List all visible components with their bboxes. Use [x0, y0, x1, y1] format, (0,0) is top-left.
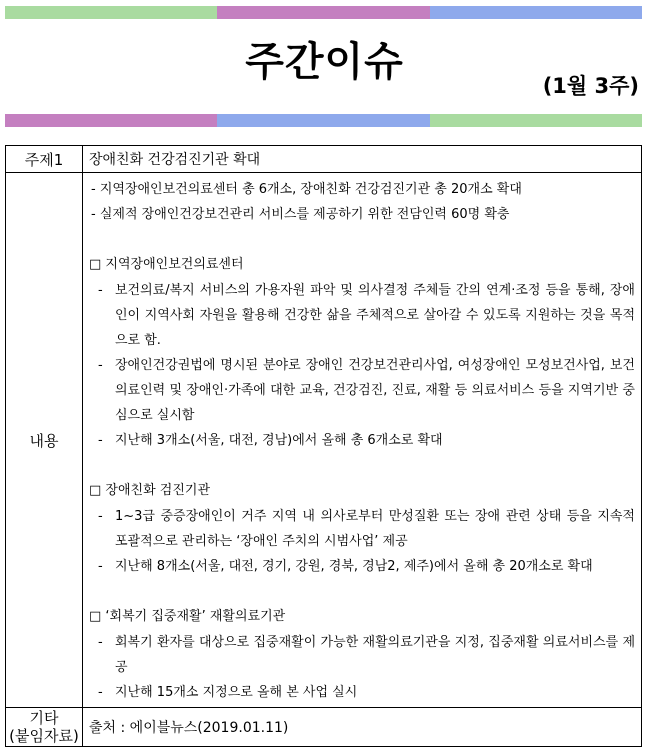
list-item [89, 504, 635, 554]
etc-row [6, 708, 642, 747]
summary-line: - 지역장애인보건의료센터 총 6개소, 장애친화 건강검진기관 총 20개소 확대 [91, 182, 522, 197]
content-body [83, 173, 642, 708]
week-label: (1월 3주) [542, 74, 639, 98]
etc-label-line: 기타 [29, 709, 59, 727]
dash-marker: - [98, 433, 103, 448]
section-heading: □ 장애친화 검진기관 [89, 483, 211, 498]
spacer [89, 579, 635, 604]
etc-label-line: (붙임자료) [9, 727, 79, 745]
dash-marker: - [98, 635, 103, 650]
list-item [89, 353, 635, 428]
bar-segment-green [5, 6, 217, 19]
list-item-text: 지난해 3개소(서울, 대전, 경남)에서 올해 총 6개소로 확대 [115, 433, 443, 448]
list-item [89, 630, 635, 680]
issue-table [5, 145, 642, 747]
bar-segment-purple [217, 6, 429, 19]
etc-value: 출처 : 에이블뉴스(2019.01.11) [83, 708, 642, 747]
list-item [89, 428, 635, 453]
list-item-text: 장애인건강권법에 명시된 분야로 장애인 건강보건관리사업, 여성장애인 모성보건사업, 보건의료인력 및 장애인·가족에 대한 교육, 건강검진, 진료, 재활 등 의료서비스 등을 지역기반 중심으로 실시함 [115, 358, 635, 423]
top-color-bar [5, 6, 642, 19]
list-item-text: 보건의료/복지 서비스의 가용자원 파악 및 의사결정 주체들 간의 연계·조정 등을 통해, 장애인이 지역사회 자원을 활용해 건강한 삶을 주체적으로 살아갈 수 있도록 지원하는 것을 목적으로 함. [115, 283, 635, 348]
list-item [89, 278, 635, 353]
topic-label: 주제1 [6, 146, 83, 173]
list-item [89, 680, 635, 705]
bar-segment-blue [217, 114, 429, 127]
dash-marker: - [98, 559, 103, 574]
content-label: 내용 [6, 173, 83, 708]
page-title: 주간이슈 [245, 39, 404, 85]
spacer [89, 453, 635, 478]
list-item-text: 회복기 환자를 대상으로 집중재활이 가능한 재활의료기관을 지정, 집중재활 의료서비스를 제공 [115, 635, 635, 675]
spacer [89, 227, 635, 252]
section-heading: □ 지역장애인보건의료센터 [89, 257, 244, 272]
list-item-text: 1~3급 중증장애인이 거주 지역 내 의사로부터 만성질환 또는 장애 관련 상태 등을 지속적 포괄적으로 관리하는 ‘장애인 주치의 시범사업’ 제공 [115, 509, 635, 549]
summary-line: - 실제적 장애인건강보건관리 서비스를 제공하기 위한 전담인력 60명 확충 [91, 207, 510, 222]
content-row [6, 173, 642, 708]
list-item-text: 지난해 15개소 지정으로 올해 본 사업 실시 [115, 685, 358, 700]
dash-marker: - [98, 358, 103, 373]
bottom-color-bar [5, 114, 642, 127]
topic-row [6, 146, 642, 173]
etc-label [6, 708, 83, 747]
dash-marker: - [98, 283, 103, 298]
list-item [89, 554, 635, 579]
dash-marker: - [98, 685, 103, 700]
topic-value: 장애친화 건강검진기관 확대 [83, 146, 642, 173]
bar-segment-purple [5, 114, 217, 127]
section-heading: □ ‘회복기 집중재활’ 재활의료기관 [89, 609, 286, 624]
bar-segment-green [430, 114, 642, 127]
bar-segment-blue [430, 6, 642, 19]
list-item-text: 지난해 8개소(서울, 대전, 경기, 강원, 경북, 경남2, 제주)에서 올해 총 20개소로 확대 [115, 559, 593, 574]
dash-marker: - [98, 509, 103, 524]
